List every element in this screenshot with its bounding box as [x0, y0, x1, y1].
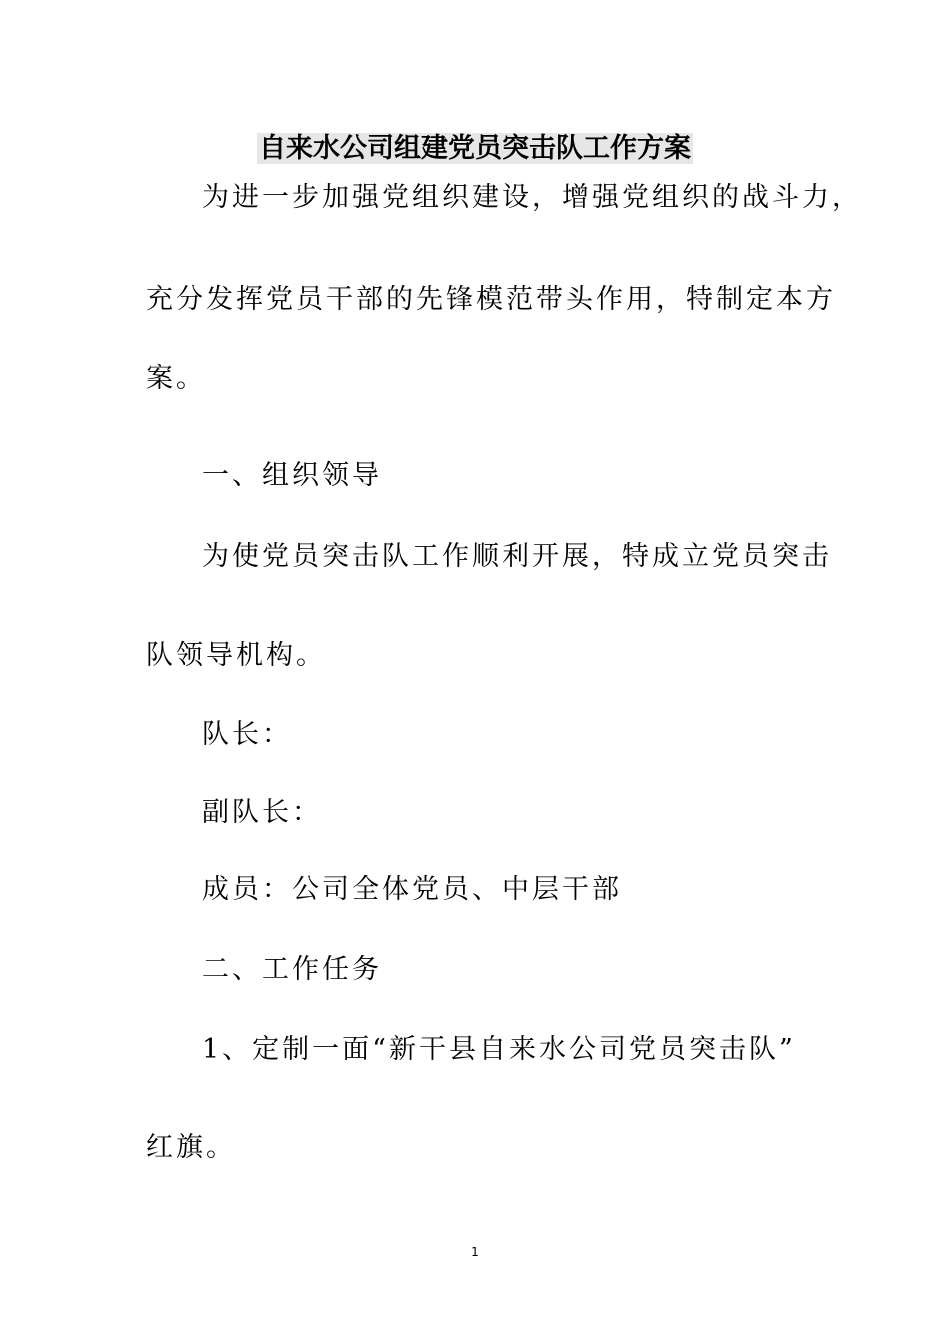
- team-leader-label: 队长：: [202, 719, 292, 750]
- document-title-text: 自来水公司组建党员突击队工作方案: [259, 133, 691, 164]
- section-heading-tasks: 二、工作任务: [202, 954, 382, 985]
- paragraph-intro-line-3: 案。: [146, 363, 206, 394]
- section-heading-organization: 一、组织领导: [202, 460, 382, 491]
- paragraph-intro-line-1: 为进一步加强党组织建设，增强党组织的战斗力，: [202, 182, 862, 213]
- document-title: [0, 129, 950, 169]
- deputy-leader-label: 副队长：: [202, 797, 322, 828]
- paragraph-organization-line-1: 为使党员突击队工作顺利开展，特成立党员突击: [202, 541, 832, 572]
- paragraph-intro-line-2: 充分发挥党员干部的先锋模范带头作用，特制定本方: [146, 284, 836, 315]
- page-number: 1: [471, 1245, 479, 1259]
- paragraph-organization-line-2: 队领导机构。: [146, 640, 326, 671]
- task-1-line-2: 红旗。: [146, 1132, 236, 1163]
- members-line: 成员：公司全体党员、中层干部: [202, 874, 622, 905]
- task-1-line-1: 1、定制一面“新干县自来水公司党员突击队”: [202, 1034, 796, 1065]
